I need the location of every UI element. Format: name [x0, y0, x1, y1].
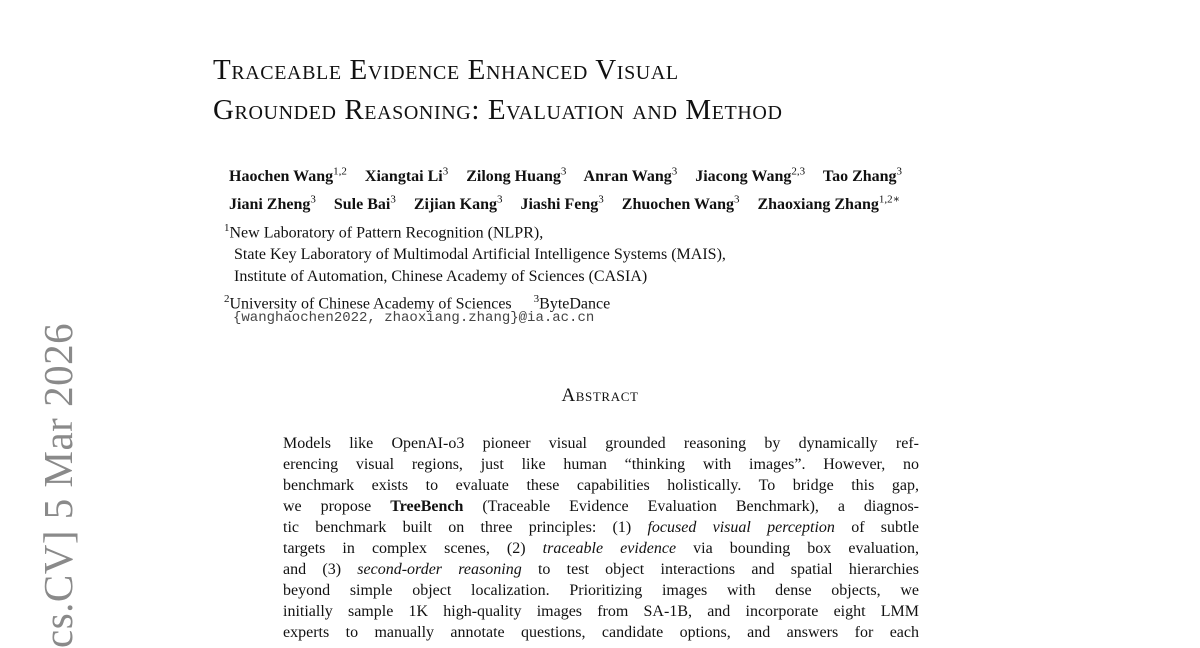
author-line-1 — [229, 161, 902, 188]
abstract-line: and (3) second-order reasoning to test object interactions and spatial hierarchies — [283, 561, 919, 578]
abstract-body — [283, 433, 919, 643]
abstract-line: experts to manually annotate questions, candidate options, and answers for each — [283, 624, 919, 641]
author: Zijian Kang$^3$ — [413, 193, 503, 213]
abstract-line: erencing visual regions, just like human “thinking with images”. However, no — [283, 456, 919, 473]
abstract-line: we propose TreeBench (Traceable Evidence Evaluation Benchmark), a diagnos- — [283, 498, 920, 515]
affiliations — [224, 217, 726, 316]
arxiv-identifier-stamp: cs.CV] 5 Mar 2026 — [35, 322, 81, 648]
author-line-2 — [229, 188, 902, 215]
abstract-heading: Abstract — [561, 385, 639, 406]
author: Jiashi Feng$^3$ — [520, 193, 604, 213]
abstract-line: Models like OpenAI-o3 pioneer visual grounded reasoning by dynamically ref- — [283, 435, 919, 452]
author: Zhuochen Wang$^3$ — [621, 193, 740, 213]
affiliation-2-3: $^2$University of Chinese Academy of Sciences $^3$ByteDance — [224, 293, 611, 313]
author: Zhaoxiang Zhang$^{1,2∗}$ — [757, 193, 901, 213]
abstract-line: beyond simple object localization. Prioritizing images with dense objects, we — [283, 582, 919, 599]
paper-title — [213, 50, 783, 130]
benchmark-name: TreeBench — [390, 498, 464, 515]
contact-email: {wanghaochen2022, zhaoxiang.zhang}@ia.ac.cn — [233, 310, 595, 326]
author: Tao Zhang$^3$ — [822, 166, 903, 186]
affiliation-1-line-3: Institute of Automation, Chinese Academy of Sciences (CASIA) — [234, 268, 648, 286]
affiliation-1: $^1$New Laboratory of Pattern Recognition (NLPR), — [224, 222, 544, 242]
author: Anran Wang$^3$ — [583, 166, 678, 186]
abstract-line: benchmark exists to evaluate these capabilities holistically. To bridge this gap, — [283, 477, 919, 494]
author: Xiangtai Li$^3$ — [364, 166, 449, 186]
affiliation-1-line-2: State Key Laboratory of Multimodal Artificial Intelligence Systems (MAIS), — [234, 246, 726, 264]
title-line-2: Grounded Reasoning: Evaluation and Method — [213, 94, 783, 126]
abstract-line: initially sample 1K high-quality images from SA-1B, and incorporate eight LMM — [283, 603, 919, 620]
author: Jiacong Wang$^{2,3}$ — [695, 166, 806, 186]
title-line-1: Traceable Evidence Enhanced Visual — [213, 54, 679, 86]
author: Zilong Huang$^3$ — [466, 166, 567, 186]
abstract-line: tic benchmark built on three principles: (1) focused visual perception of subtle — [283, 519, 920, 536]
author: Sule Bai$^3$ — [333, 193, 396, 213]
abstract-line: targets in complex scenes, (2) traceable evidence via bounding box evaluation, — [283, 540, 920, 557]
author: Haochen Wang$^{1,2}$ — [229, 166, 347, 186]
author-list — [229, 161, 902, 216]
author: Jiani Zheng$^3$ — [229, 193, 316, 213]
